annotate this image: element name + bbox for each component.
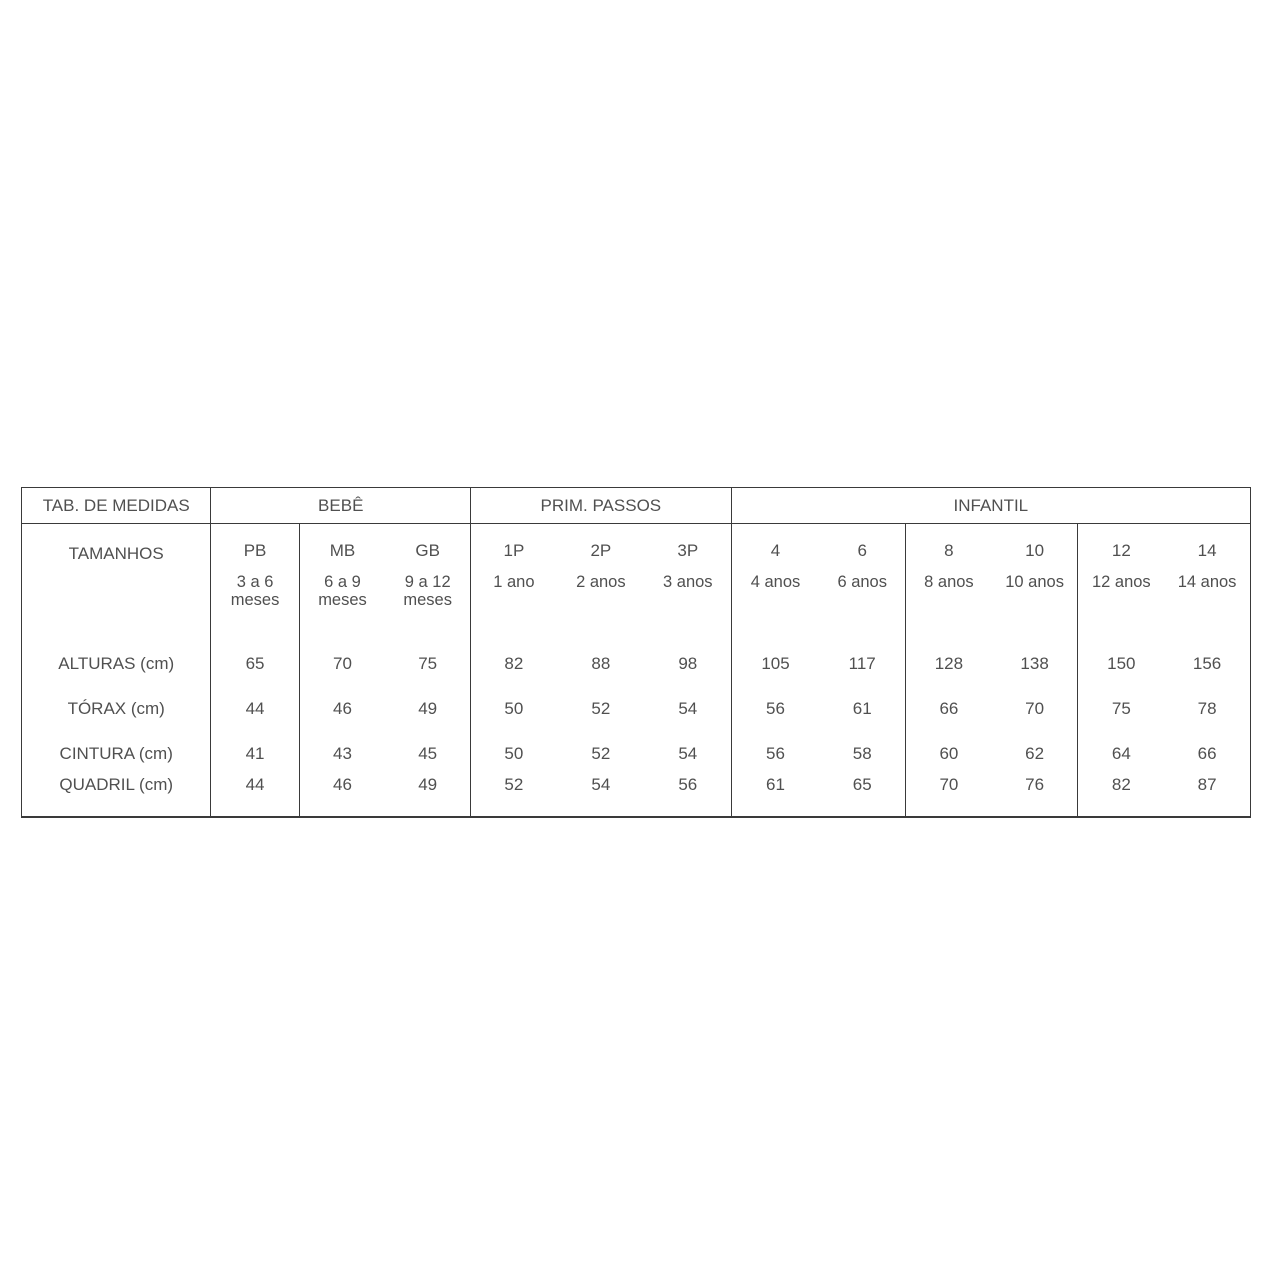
size-age: 9 a 12 meses: [403, 573, 452, 609]
measurement-value: 58: [819, 731, 905, 776]
measurement-value: 82: [504, 654, 524, 673]
measurement-value: 43: [333, 744, 352, 763]
measurement-value: 60: [939, 744, 959, 763]
size-code: 12: [1111, 541, 1131, 560]
measurement-value: 45: [385, 731, 470, 776]
measurement-value: 49: [385, 686, 470, 731]
size-code: 3P: [677, 541, 699, 560]
size-age: 4 anos: [750, 573, 801, 591]
measurement-value: 49: [385, 776, 470, 817]
measurement-value: 117: [819, 641, 905, 686]
measurement-row: [22, 776, 1251, 817]
measurement-value: 66: [939, 699, 959, 718]
measurement-value: 138: [992, 641, 1078, 686]
measurement-value: 98: [645, 641, 731, 686]
size-code: 4: [770, 541, 781, 560]
measurement-value: 41: [211, 731, 299, 776]
measurement-value: 56: [766, 699, 785, 718]
measurement-value: 65: [211, 641, 299, 686]
size-code: 8: [944, 541, 954, 560]
size-age: 6 a 9 meses: [318, 573, 367, 609]
measurement-value: 75: [385, 641, 470, 686]
measurement-value: 156: [1192, 654, 1222, 673]
measurement-row: [22, 731, 1251, 776]
size-code: GB: [415, 541, 440, 560]
size-cell: [1164, 524, 1250, 642]
group-header-prim-passos: PRIM. PASSOS: [471, 488, 732, 524]
size-age: 10 anos: [1005, 573, 1064, 591]
measurement-value: 105: [761, 654, 790, 673]
size-code: 6: [857, 541, 867, 560]
measurement-value: 88: [591, 654, 611, 673]
measurement-value: 52: [504, 775, 524, 794]
measurement-value: 56: [645, 776, 731, 817]
size-chart-table: [21, 487, 1251, 818]
size-age: 12 anos: [1091, 573, 1151, 591]
group-header-infantil: INFANTIL: [731, 488, 1250, 524]
measurement-value: 46: [333, 699, 352, 718]
measurement-value: 44: [211, 776, 299, 817]
size-age: 14 anos: [1177, 573, 1237, 591]
measurement-value: 64: [1111, 744, 1131, 763]
size-cell: [385, 524, 470, 642]
size-code: 2P: [590, 541, 612, 560]
measurement-value: 62: [992, 731, 1078, 776]
measurement-value: 76: [992, 776, 1078, 817]
size-cell: [992, 524, 1078, 642]
measurement-value: 78: [1197, 699, 1217, 718]
size-cell: [557, 524, 645, 642]
measurement-value: 56: [766, 744, 785, 763]
size-cell: [731, 524, 819, 642]
measurement-value: 61: [766, 775, 785, 794]
measurement-row: [22, 686, 1251, 731]
size-code: 1P: [503, 541, 525, 560]
measurement-value: 50: [504, 744, 524, 763]
size-cell: [819, 524, 905, 642]
measurement-value: 70: [333, 654, 352, 673]
measurement-value: 54: [645, 731, 731, 776]
size-age: 2 anos: [576, 573, 626, 591]
size-age: 3 anos: [663, 573, 713, 591]
measurement-value: 54: [645, 686, 731, 731]
measurement-label: QUADRIL (cm): [22, 776, 211, 817]
measurement-value: 52: [591, 744, 611, 763]
measurement-value: 70: [939, 775, 959, 794]
sizes-label: TAMANHOS: [22, 524, 211, 642]
size-code: MB: [329, 541, 356, 560]
measurement-value: 46: [333, 775, 352, 794]
measurement-value: 65: [819, 776, 905, 817]
size-cell: [906, 524, 992, 642]
corner-label: TAB. DE MEDIDAS: [22, 488, 211, 524]
size-code: 14: [1197, 541, 1217, 560]
measurement-value: 82: [1111, 775, 1131, 794]
measurement-row: [22, 641, 1251, 686]
measurement-value: 75: [1111, 699, 1131, 718]
measurement-value: 54: [591, 775, 611, 794]
size-code: PB: [243, 541, 267, 560]
size-cell: [211, 524, 299, 642]
size-cell: [645, 524, 731, 642]
size-age: 1 ano: [493, 573, 535, 591]
group-header-row: [22, 488, 1251, 524]
measurement-value: 66: [1197, 744, 1217, 763]
measurement-label: TÓRAX (cm): [22, 686, 211, 731]
group-header-bebe: BEBÊ: [211, 488, 471, 524]
measurement-value: 44: [211, 686, 299, 731]
sizes-row: [22, 524, 1251, 642]
measurement-label: ALTURAS (cm): [22, 641, 211, 686]
size-age: 6 anos: [837, 573, 887, 591]
size-age: 3 a 6 meses: [230, 573, 280, 609]
measurement-value: 61: [819, 686, 905, 731]
measurement-label: CINTURA (cm): [22, 731, 211, 776]
measurement-value: 70: [992, 686, 1078, 731]
measurement-value: 150: [1107, 654, 1136, 673]
size-cell: [299, 524, 385, 642]
size-age: 8 anos: [924, 573, 974, 591]
measurement-value: 50: [504, 699, 524, 718]
size-cell: [471, 524, 557, 642]
size-cell: [1078, 524, 1164, 642]
measurement-value: 52: [591, 699, 611, 718]
measurement-value: 87: [1197, 775, 1217, 794]
size-code: 10: [1025, 541, 1045, 560]
measurement-value: 128: [934, 654, 964, 673]
